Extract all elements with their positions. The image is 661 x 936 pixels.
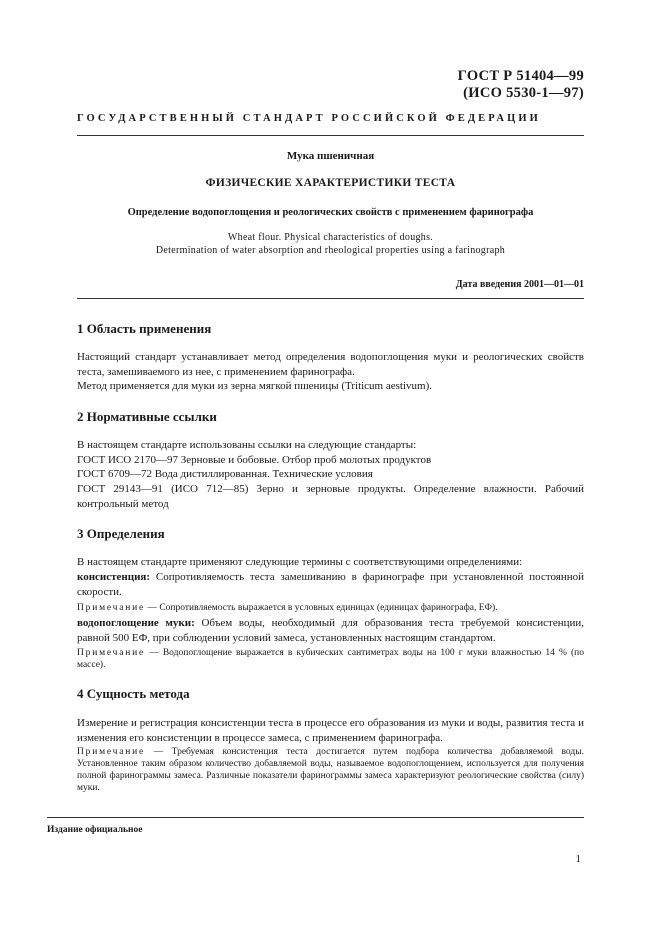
- title-divider: [77, 298, 584, 299]
- footer-divider: [47, 817, 584, 818]
- note-label: Примечание: [77, 603, 146, 613]
- definition-water-absorption-text: Объем воды, необходимый для образования теста требуемой консистенции, равной 500 ЕФ, при соблюдении условий замеса, установленных настоящим стандартом.: [77, 617, 584, 644]
- section-1-heading: 1 Область применения: [77, 321, 212, 336]
- note-water-absorption-text: — Водопоглощение выражается в кубических сантиметрах воды на 100 г муки влажностью 14 % (по массе).: [77, 648, 584, 670]
- section-4-paragraph: Измерение и регистрация консистенции теста в процессе его образования из муки и воды, развития теста и изменения его консистенции в процессе замеса, с применением фаринографа.: [77, 717, 584, 744]
- section-2-intro: В настоящем стандарте использованы ссылки на следующие стандарты:: [77, 439, 417, 451]
- note-method-text: — Требуемая консистенция теста достигается путем подбора количества добавляемой воды. Установленное таким образом количество добавляемой воды, называемое водопоглощением, используется для получения полной фаринограммы замеса. Различные показатели фаринограммы замеса характеризуют реологические свойства (силу) муки.: [77, 747, 584, 793]
- section-1-text-1: Настоящий стандарт устанавливает метод определения водопоглощения муки и реологических свойств теста, замешиваемого из нее, с применением фаринографа.: [77, 351, 584, 378]
- note-method: [77, 746, 584, 794]
- gost-number: ГОСТ Р 51404—99: [457, 68, 584, 84]
- header-divider: [77, 135, 584, 136]
- section-1-paragraph-1: [77, 350, 584, 379]
- section-3-intro: В настоящем стандарте применяют следующие термины с соответствующими определениями:: [77, 556, 523, 568]
- standard-number-block: [458, 68, 584, 102]
- note-consistency: [77, 602, 584, 614]
- section-2-heading: 2 Нормативные ссылки: [77, 409, 217, 424]
- title-sub: Определение водопоглощения и реологических свойств с применением фаринографа: [127, 207, 534, 218]
- section-1-text-2: Метод применяется для муки из зерна мягкой пшеницы (Triticum aestivum).: [77, 380, 432, 392]
- note-consistency-text: — Сопротивляемость выражается в условных единицах (единицах фаринографа, ЕФ).: [145, 603, 498, 613]
- reference-3: ГОСТ 29143—91 (ИСО 712—85) Зерно и зерновые продукты. Определение влажности. Рабочий контрольный метод: [77, 483, 584, 510]
- reference-2: ГОСТ 6709—72 Вода дистиллированная. Технические условия: [77, 468, 373, 480]
- reference-1: ГОСТ ИСО 2170—97 Зерновые и бобовые. Отбор проб молотых продуктов: [77, 454, 432, 466]
- term-consistency: консистенция:: [77, 571, 151, 583]
- state-standard-heading: ГОСУДАРСТВЕННЫЙ СТАНДАРТ РОССИЙСКОЙ ФЕДЕРАЦИИ: [77, 113, 541, 124]
- definition-water-absorption: [77, 616, 584, 645]
- title-english-line-1: Wheat flour. Physical characteristics of doughs.: [227, 232, 434, 243]
- section-1-paragraph-2: [77, 379, 584, 394]
- definition-consistency: [77, 570, 584, 599]
- note-water-absorption: [77, 647, 584, 671]
- iso-number: (ИСО 5530-1—97): [463, 85, 584, 101]
- page-number: 1: [575, 853, 581, 865]
- definition-consistency-text: Сопротивляемость теста замешиванию в фаринографе при установленной постоянной скорости.: [77, 571, 584, 598]
- note-label: Примечание: [77, 648, 146, 658]
- note-label: Примечание: [77, 747, 146, 757]
- section-4-heading: 4 Сущность метода: [77, 686, 190, 701]
- intro-date: Дата введения 2001—01—01: [455, 279, 584, 290]
- term-water-absorption: водопоглощение муки:: [77, 617, 195, 629]
- title-english: [77, 232, 584, 257]
- title-main: ФИЗИЧЕСКИЕ ХАРАКТЕРИСТИКИ ТЕСТА: [205, 177, 456, 189]
- title-english-line-2: Determination of water absorption and rheological properties using a farinograph: [155, 244, 506, 256]
- section-3-heading: 3 Определения: [77, 526, 165, 541]
- title-subject: Мука пшеничная: [286, 150, 375, 162]
- edition-label: Издание официальное: [47, 825, 143, 835]
